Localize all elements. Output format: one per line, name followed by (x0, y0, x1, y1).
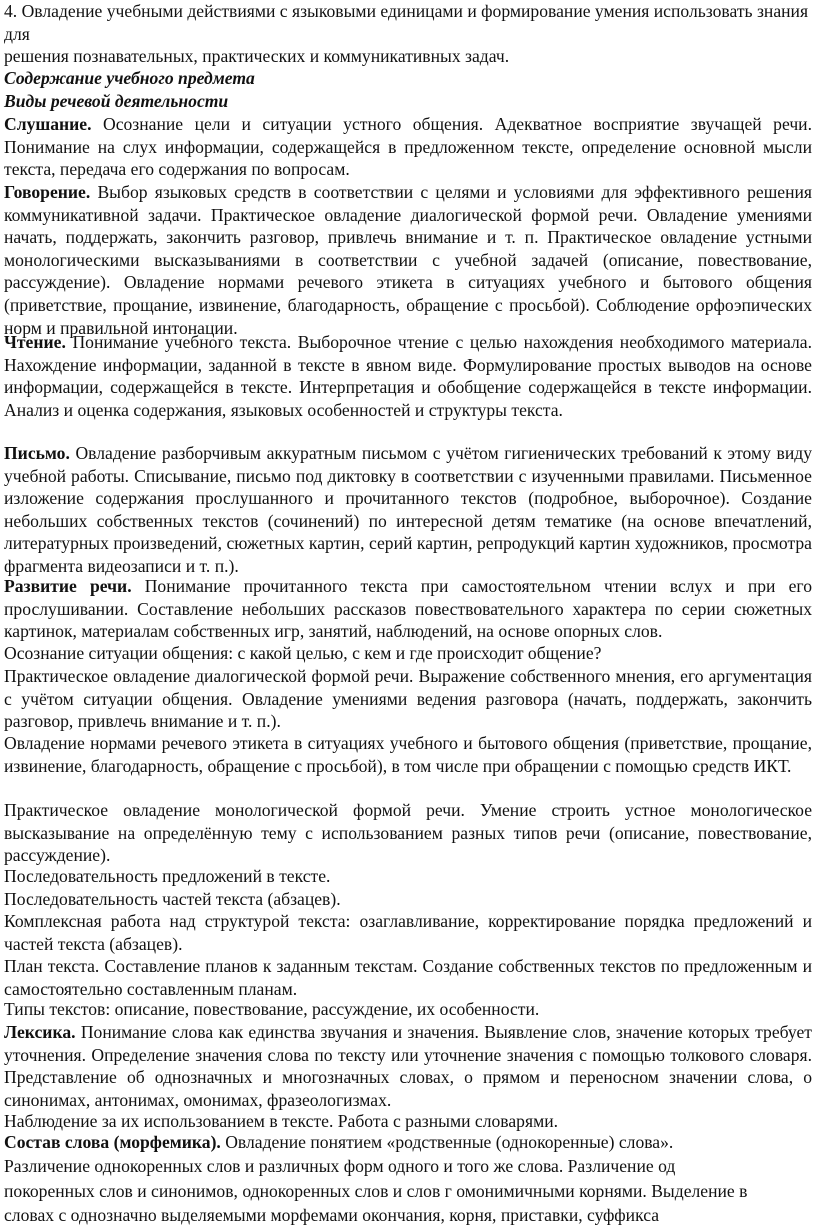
section-text: Овладение разборчивым аккуратным письмом с учётом гигиенических требований к этому виду учебной работы. Списывание, письмо под диктовку в соответствии с изученными правилами. Письменное изложение содержания прослушанного и прочитанного текстов (подробное, выборочное). Создание небольших собственных текстов (сочинений) по интересной детям тематике (на основе впечатлений, литературных произведений, сюжетных картин, серий картин, репродукций картин художников, просмотра фрагмента видеозаписи и т. п.). (4, 443, 812, 576)
section-text: Понимание учебного текста. Выборочное чтение с целью нахождения необходимого материала. Нахождение информации, заданной в тексте в явном виде. Формулирование простых выводов на основе информации, содержащейся в тексте. Интерпретация и обобщение содержащейся в тексте информации. Анализ и оценка содержания, языковых особенностей и структуры текста. (4, 332, 812, 420)
section-listening (4, 113, 812, 181)
paragraph-plan: План текста. Составление планов к заданным текстам. Создание собственных текстов по предложенным и самостоятельно составленным планам. (4, 956, 812, 999)
heading-content: Содержание учебного предмета (4, 68, 255, 88)
section-speech-development (4, 575, 812, 643)
section-text: Понимание слова как единства звучания и значения. Выявление слов, значение которых требует уточнения. Определение значения слова по тексту или уточнение значения с помощью толкового словаря. Представление об однозначных и многозначных словах, о прямом и переносном значении слова, о синонимах, антонимах, омонимах, фразеологизмах. (4, 1022, 812, 1110)
section-lexis (4, 1021, 812, 1111)
section-title: Состав слова (морфемика). (4, 1132, 221, 1152)
section-title: Слушание. (4, 114, 92, 134)
paragraph-parts-order: Последовательность частей текста (абзацев). (4, 889, 341, 909)
morphemics-line-2: покоренных слов и синонимов, однокоренных слов и слов г омонимичными корнями. Выделение в (4, 1181, 748, 1201)
section-text: Осознание цели и ситуации устного общения. Адекватное восприятие звучащей речи. Понимание на слух информации, содержащейся в предложенном тексте, определение основной мысли текста, передача его содержания по вопросам. (4, 114, 812, 180)
paragraph-dialogic: Практическое овладение диалогической формой речи. Выражение собственного мнения, его аргументация с учётом ситуации общения. Овладение умениями ведения разговора (начать, поддержать, закончить разговор, привлечь внимание и т. п.). (4, 666, 812, 732)
intro-line-1: 4. Овладение учебными действиями с языковыми единицами и формирование умения использовать знания для (4, 1, 809, 44)
heading-speech-types: Виды речевой деятельности (4, 91, 229, 111)
paragraph-monologic: Практическое овладение монологической формой речи. Умение строить устное монологическое высказывание на определённую тему с использованием разных типов речи (описание, повествование, рассуждение). (4, 800, 812, 866)
section-title: Говорение. (4, 182, 91, 202)
section-writing (4, 442, 812, 578)
paragraph-sentence-order: Последовательность предложений в тексте. (4, 866, 331, 886)
section-speaking (4, 181, 812, 339)
paragraph-observation: Наблюдение за их использованием в тексте. Работа с разными словарями. (4, 1111, 559, 1131)
section-title: Чтение. (4, 332, 66, 352)
paragraph-complex-work: Комплексная работа над структурой текста: озаглавливание, корректирование порядка предложений и частей текста (абзацев). (4, 911, 812, 954)
morphemics-line-1: Различение однокоренных слов и различных форм одного и того же слова. Различение од (4, 1156, 676, 1176)
morphemics-line-3: словах с однозначно выделяемыми морфемами окончания, корня, приставки, суффикса (4, 1205, 660, 1225)
section-text: Выбор языковых средств в соответствии с целями и условиями для эффективного решения коммуникативной задачи. Практическое овладение диалогической формой речи. Овладение умениями начать, поддержать, закончить разговор, привлечь внимание и т. п. Практическое овладение устными монологическими высказываниями в соответствии с учебной задачей (описание, повествование, рассуждение). Овладение нормами речевого этикета в ситуациях учебного и бытового общения (приветствие, прощание, извинение, благодарность, обращение с просьбой). Соблюдение орфоэпических норм и правильной интонации. (4, 182, 812, 338)
section-title: Лексика. (4, 1022, 76, 1042)
section-text: Овладение понятием «родственные (однокоренные) слова». (220, 1132, 674, 1152)
paragraph-etiquette: Овладение нормами речевого этикета в ситуациях учебного и бытового общения (приветствие, прощание, извинение, благодарность, обращение с просьбой), в том числе при обращении с помощью средств ИКТ. (4, 733, 812, 776)
section-text: Понимание прочитанного текста при самостоятельном чтении вслух и при его прослушивании. Составление небольших рассказов повествовательного характера по серии сюжетных картинок, материалам собственных игр, занятий, наблюдений, на основе опорных слов. (4, 576, 812, 642)
section-morphemics (4, 1131, 812, 1154)
section-title: Письмо. (4, 443, 70, 463)
section-reading (4, 331, 812, 421)
paragraph-situation: Осознание ситуации общения: с какой целью, с кем и где происходит общение? (4, 643, 602, 663)
paragraph-text-types: Типы текстов: описание, повествование, рассуждение, их особенности. (4, 999, 540, 1019)
section-title: Развитие речи. (4, 576, 132, 596)
intro-line-2: решения познавательных, практических и коммуникативных задач. (4, 46, 510, 66)
